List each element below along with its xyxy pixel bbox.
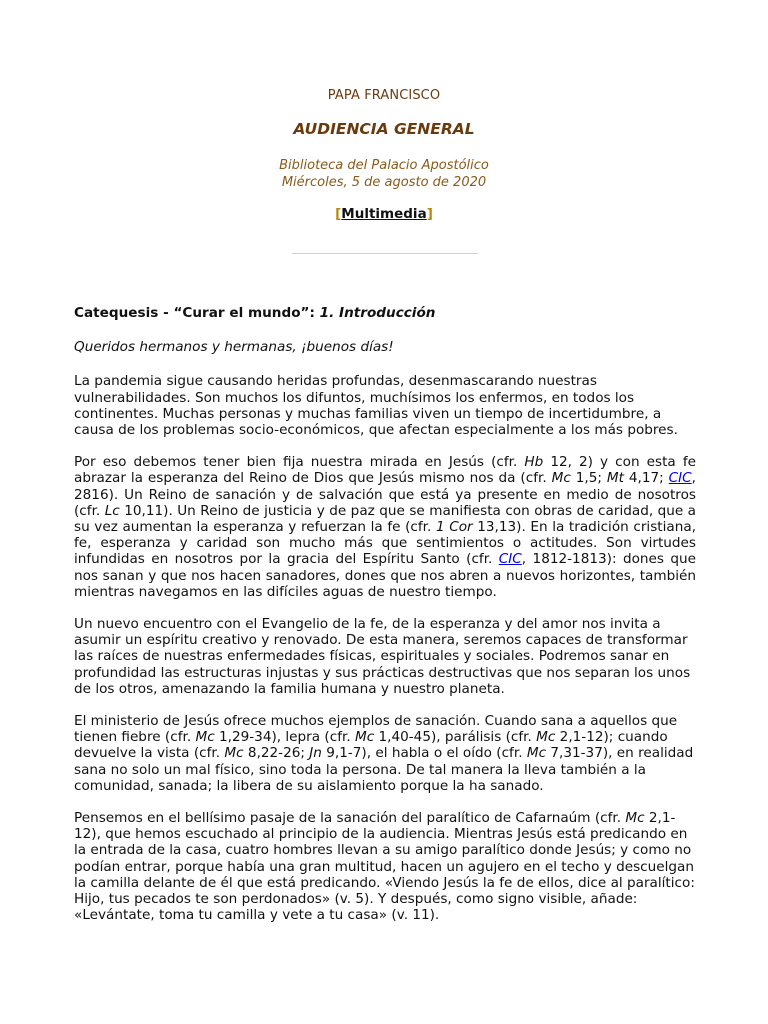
bible-ref: Mt	[606, 470, 624, 487]
bible-ref: Hb	[524, 454, 544, 471]
bracket-close: ]	[426, 206, 433, 222]
multimedia-link[interactable]: Multimedia	[341, 206, 427, 222]
text: 8,22-26;	[243, 745, 310, 762]
greeting: Queridos hermanos y hermanas, ¡buenos días!	[74, 339, 394, 356]
bible-ref: Mc	[195, 729, 215, 746]
paragraph-2	[74, 454, 696, 600]
bible-ref: Mc	[625, 810, 645, 827]
text: , 2816). Un Reino de sanación y de salvación que está ya presente en medio de nosotros (cfr.	[74, 470, 696, 519]
text: 13,13). En la tradición cristiana, fe, esperanza y caridad son mucho más que sentimientos o actitudes. Son virtudes infundidas en nosotros por la gracia del Espíritu Santo (cfr.	[74, 519, 696, 568]
cic-link[interactable]: CIC	[498, 551, 522, 568]
text: El ministerio de Jesús ofrece muchos ejemplos de sanación. Cuando sana a aquellos que tienen fiebre (cfr.	[74, 713, 678, 746]
date-line: Miércoles, 5 de agosto de 2020	[281, 175, 487, 190]
author-line: PAPA FRANCISCO	[327, 88, 441, 103]
text: Pensemos en el bellísimo pasaje de la sanación del paralítico de Cafarnaúm (cfr.	[74, 810, 626, 827]
text: 2,1-12), que hemos escuchado al principio de la audiencia. Mientras Jesús está predicando en la entrada de la casa, cuatro hombres llevan a su amigo paralítico donde Jesús; y como no podían entrar, porque había una gran multitud, hacen un agujero en el techo y descuelgan la camilla delante de él que está predicando. «Viendo Jesús la fe de ellos, dice al paralítico: Hijo, tus pecados te son perdonados» (v. 5). Y después, como signo visible, añade: «Levántate, toma tu camilla y vete a tu casa» (v. 11).	[74, 810, 695, 924]
bible-ref: Mc	[526, 745, 547, 762]
text: 2,1-12); cuando devuelve la vista (cfr.	[74, 729, 668, 762]
page-title: AUDIENCIA GENERAL	[293, 120, 475, 138]
bible-ref: Jn	[309, 745, 322, 762]
place-line: Biblioteca del Palacio Apostólico	[279, 158, 489, 173]
bible-ref: Mc	[224, 745, 244, 762]
catechesis-prefix: Catequesis - “Curar el mundo”:	[74, 305, 320, 321]
paragraph-5	[74, 810, 696, 923]
text: , 1812-1813): dones que nos sanan y que nos hacen sanadores, dones que nos abren a nuevos horizontes, también mientras navegamos en las difíciles aguas de nuestro tiempo.	[74, 551, 696, 600]
paragraph-4	[74, 713, 696, 794]
place-date	[0, 157, 768, 191]
divider	[292, 253, 478, 254]
text: 1,5;	[570, 470, 607, 487]
bible-ref: Mc	[354, 729, 375, 746]
text: 4,17;	[623, 470, 669, 487]
text: 10,11). Un Reino de justicia y de paz que se manifiesta con obras de caridad, que a su vez aumentan la esperanza y refuerzan la fe (cfr.	[74, 502, 697, 536]
text: 1,29-34), lepra (cfr.	[214, 729, 355, 746]
catechesis-title	[74, 305, 696, 321]
bible-ref: Mc	[536, 729, 556, 746]
text: 1,40-45), parálisis (cfr.	[374, 729, 537, 746]
text: Por eso debemos tener bien fija nuestra mirada en Jesús (cfr.	[74, 454, 525, 471]
article-body	[74, 305, 696, 940]
paragraph-3: Un nuevo encuentro con el Evangelio de la fe, de la esperanza y del amor nos invita a asumir un espíritu creativo y renovado. De esta manera, seremos capaces de transformar las raíces de nuestras enfermedades físicas, espirituales y sociales. Podremos sanar en profundidad las estructuras injustas y sus prácticas destructivas que nos separan los unos de los otros, amenazando la familia humana y nuestro planeta.	[74, 616, 691, 697]
bible-ref: Mc	[551, 470, 571, 487]
bible-ref: 1 Cor	[435, 519, 473, 536]
text: 7,31-37), en realidad sana no solo un mal físico, sino toda la persona. De tal manera la lleva también a la comunidad, sanada; la libera de su aislamiento porque la ha sanado.	[74, 745, 694, 794]
paragraph-1: La pandemia sigue causando heridas profundas, desenmascarando nuestras vulnerabilidades. Son muchos los difuntos, muchísimos los enfermos, en todos los continentes. Muchas personas y muchas familias viven un tiempo de incertidumbre, a causa de los problemas socio-económicos, que afectan especialmente a los más pobres.	[74, 373, 678, 439]
text: 9,1-7), el habla o el oído (cfr.	[321, 745, 527, 762]
catechesis-subtitle: 1. Introducción	[319, 305, 436, 321]
text: 12, 2) y con esta fe abrazar la esperanza del Reino de Dios que Jesús mismo nos da (cfr.	[74, 454, 696, 487]
multimedia-block	[0, 206, 768, 222]
bible-ref: Lc	[104, 502, 120, 519]
cic-link[interactable]: CIC	[668, 470, 692, 487]
bracket-open: [	[335, 206, 342, 222]
